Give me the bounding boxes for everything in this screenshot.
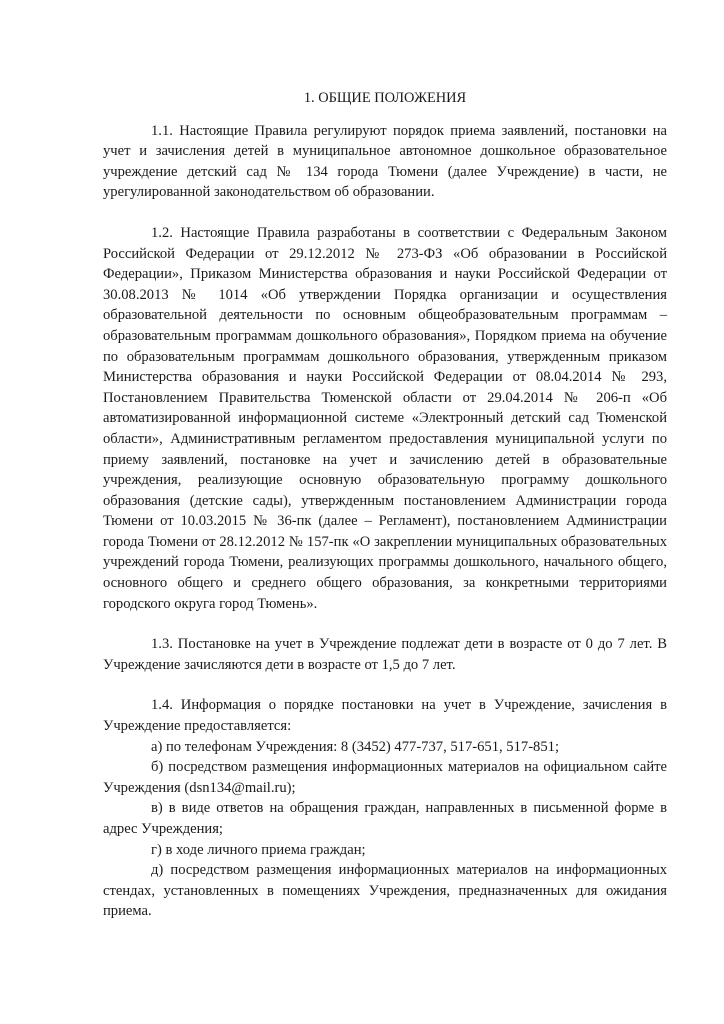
list-item-d: д) посредством размещения информационных материалов на информационных стендах, установленных в помещениях Учреждения, предназначенных для ожидания приема. xyxy=(103,862,667,920)
list-item-b: б) посредством размещения информационных материалов на официальном сайте Учреждения (dsn134@mail.ru); xyxy=(103,759,667,796)
paragraph-1-4: 1.4. Информация о порядке постановки на учет в Учреждение, зачисления в Учреждение предоставляется: xyxy=(103,697,667,735)
section-heading: 1. ОБЩИЕ ПОЛОЖЕНИЯ xyxy=(303,90,467,106)
paragraph-1-1: 1.1. Настоящие Правила регулируют порядок приема заявлений, постановки на учет и зачисления детей в муниципальное автономное дошкольное образовательное учреждение детский сад № 134 города Тюмени (далее Учреждение) в части, не урегулированной законодательством об образовании. xyxy=(103,122,667,201)
list-item-g: г) в ходе личного приема граждан; xyxy=(151,841,366,858)
paragraph-1-3: 1.3. Постановке на учет в Учреждение подлежат дети в возрасте от 0 до 7 лет. В Учреждение зачисляются дети в возрасте от 1,5 до 7 лет. xyxy=(103,636,667,673)
list-item-a: а) по телефонам Учреждения: 8 (3452) 477-737, 517-651, 517-851; xyxy=(151,738,559,755)
list-item-v: в) в виде ответов на обращения граждан, направленных в письменной форме в адрес Учреждения; xyxy=(103,800,667,837)
paragraph-1-2: 1.2. Настоящие Правила разработаны в соответствии с Федеральным Законом Российской Федерации от 29.12.2012 № 273-ФЗ «Об образовании в Российской Федерации», Приказом Министерства образования и науки Российской Федерации от 30.08.2013 № 1014 «Об утверждении Порядка организации и осуществления образовательной деятельности по основным общеобразовательным программам – образовательным программам дошкольного образования», Порядком приема на обучение по образовательным программам дошкольного образования, утвержденным приказом Министерства образования и науки Российской Федерации от 08.04.2014 № 293, Постановлением Правительства Тюменской области от 29.04.2014 № 206-п «Об автоматизированной информационной системе «Электронный детский сад Тюменской области», Административным регламентом предоставления муниципальной услуги по приему заявлений, постановке на учет и зачислению детей в образовательные учреждения, реализующие основную образовательную программу дошкольного образования (детские сады), утвержденным постановлением Администрации города Тюмени от 10.03.2015 № 36-пк (далее – Регламент), постановлением Администрации города Тюмени от 28.12.2012 № 157-пк «О закреплении муниципальных образовательных учреждений города Тюмени, реализующих программы дошкольного, начального общего, основного общего и среднего общего образования, за конкретными территориями городского округа город Тюмень». xyxy=(103,224,667,612)
